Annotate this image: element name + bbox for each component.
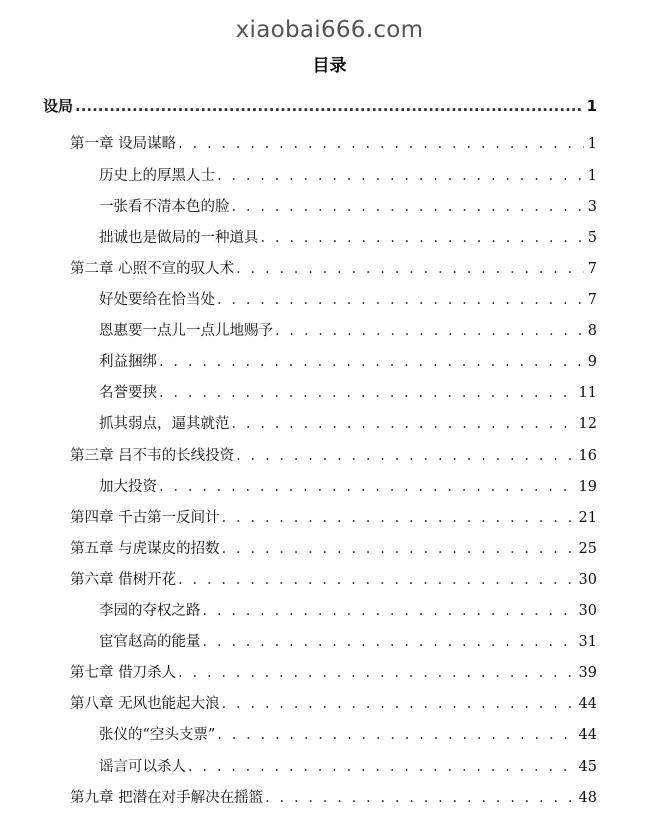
toc-entry-label: 第六章 借树开花 xyxy=(70,572,177,588)
dot-leader xyxy=(178,136,584,152)
toc-entry-label: 第九章 把潜在对手解决在摇篮 xyxy=(70,790,264,806)
toc-entry-page: 21 xyxy=(578,510,597,526)
toc-entry-label: 恩惠要一点儿一点儿地赐予 xyxy=(99,323,273,339)
toc-entry-label: 张仪的“空头支票” xyxy=(99,727,216,743)
dot-leader xyxy=(236,261,584,277)
toc-entry-label: 第七章 借刀杀人 xyxy=(70,665,177,681)
dot-leader xyxy=(159,479,575,495)
toc-entry-section[interactable] xyxy=(99,381,597,402)
toc-entry-label: 第二章 心照不宣的驭人术 xyxy=(70,261,235,277)
toc-entry-part[interactable] xyxy=(43,95,597,116)
dot-leader xyxy=(222,541,575,557)
toc-entry-section[interactable] xyxy=(99,164,597,185)
dot-leader xyxy=(159,385,575,401)
toc-entry-label: 一张看不清本色的脸 xyxy=(99,199,230,215)
toc-entry-page: 39 xyxy=(578,665,597,681)
toc-entry-label: 加大投资 xyxy=(99,479,157,495)
toc-entry-label: 拙诚也是做局的一种道具 xyxy=(99,230,259,246)
toc-entry-page: 25 xyxy=(578,541,597,557)
dot-leader xyxy=(178,665,574,681)
toc-entry-page: 45 xyxy=(578,759,597,775)
watermark: xiaobai666.com xyxy=(235,17,424,43)
dot-leader xyxy=(75,97,583,115)
dot-leader xyxy=(275,323,584,339)
toc-entry-section[interactable] xyxy=(99,226,597,247)
toc-entry-label: 第三章 吕不韦的长线投资 xyxy=(70,448,235,464)
toc-entry-chapter[interactable] xyxy=(70,786,597,807)
dot-leader xyxy=(236,448,574,464)
toc-entry-page: 31 xyxy=(578,634,597,650)
toc-entry-label: 抓其弱点，逼其就范 xyxy=(99,416,230,432)
toc-entry-page: 48 xyxy=(578,790,597,806)
dot-leader xyxy=(217,292,584,308)
toc-entry-page: 30 xyxy=(578,603,597,619)
toc-entry-page: 16 xyxy=(578,448,597,464)
toc-entry-page: 1 xyxy=(586,97,597,115)
toc-entry-label: 第八章 无风也能起大浪 xyxy=(70,696,220,712)
toc-entry-section[interactable] xyxy=(99,599,597,620)
dot-leader xyxy=(222,696,575,712)
toc-entry-page: 11 xyxy=(578,385,597,401)
toc-entry-page: 7 xyxy=(587,261,597,277)
dot-leader xyxy=(203,634,575,650)
toc-title: 目录 xyxy=(312,56,347,76)
toc-entry-chapter[interactable] xyxy=(70,568,597,589)
dot-leader xyxy=(203,603,575,619)
dot-leader xyxy=(188,759,575,775)
toc-entry-chapter[interactable] xyxy=(70,506,597,527)
toc-entry-label: 宦官赵高的能量 xyxy=(99,634,201,650)
toc-entry-section[interactable] xyxy=(99,630,597,651)
toc-entry-section[interactable] xyxy=(99,723,597,744)
toc-entry-page: 1 xyxy=(587,168,597,184)
toc-entry-label: 第四章 千古第一反间计 xyxy=(70,510,220,526)
toc-entry-label: 好处要给在恰当处 xyxy=(99,292,215,308)
dot-leader xyxy=(222,510,575,526)
dot-leader xyxy=(265,790,574,806)
dot-leader xyxy=(232,416,575,432)
toc-entry-section[interactable] xyxy=(99,350,597,371)
toc-entry-label: 第五章 与虎谋皮的招数 xyxy=(70,541,220,557)
toc-entry-chapter[interactable] xyxy=(70,257,597,278)
toc-entry-page: 9 xyxy=(587,354,597,370)
toc-entry-page: 1 xyxy=(587,136,597,152)
toc-entry-chapter[interactable] xyxy=(70,537,597,558)
toc-entry-page: 30 xyxy=(578,572,597,588)
dot-leader xyxy=(178,572,574,588)
dot-leader xyxy=(159,354,584,370)
toc-entry-section[interactable] xyxy=(99,319,597,340)
toc-entry-label: 利益捆绑 xyxy=(99,354,157,370)
toc-entry-page: 19 xyxy=(578,479,597,495)
toc-entry-label: 历史上的厚黑人士 xyxy=(99,168,215,184)
toc-entry-page: 12 xyxy=(578,416,597,432)
toc-entry-section[interactable] xyxy=(99,288,597,309)
toc-entry-page: 3 xyxy=(587,199,597,215)
toc-entry-label: 设局 xyxy=(43,97,74,115)
dot-leader xyxy=(217,168,584,184)
toc-entry-section[interactable] xyxy=(99,755,597,776)
toc-entry-chapter[interactable] xyxy=(70,692,597,713)
toc-entry-page: 8 xyxy=(587,323,597,339)
toc-entry-section[interactable] xyxy=(99,475,597,496)
toc-entry-label: 谣言可以杀人 xyxy=(99,759,186,775)
dot-leader xyxy=(261,230,584,246)
toc-entry-label: 第一章 设局谋略 xyxy=(70,136,177,152)
dot-leader xyxy=(232,199,584,215)
toc-entry-chapter[interactable] xyxy=(70,661,597,682)
toc-entry-page: 44 xyxy=(578,696,597,712)
toc-entry-section[interactable] xyxy=(99,195,597,216)
toc-entry-label: 李园的夺权之路 xyxy=(99,603,201,619)
dot-leader xyxy=(217,727,574,743)
toc-entry-page: 44 xyxy=(578,727,597,743)
toc-entry-chapter[interactable] xyxy=(70,132,597,153)
toc-entry-label: 名誉要挟 xyxy=(99,385,157,401)
toc-entry-page: 5 xyxy=(587,230,597,246)
toc-entry-page: 7 xyxy=(587,292,597,308)
toc-entry-chapter[interactable] xyxy=(70,444,597,465)
toc-entry-section[interactable] xyxy=(99,412,597,433)
